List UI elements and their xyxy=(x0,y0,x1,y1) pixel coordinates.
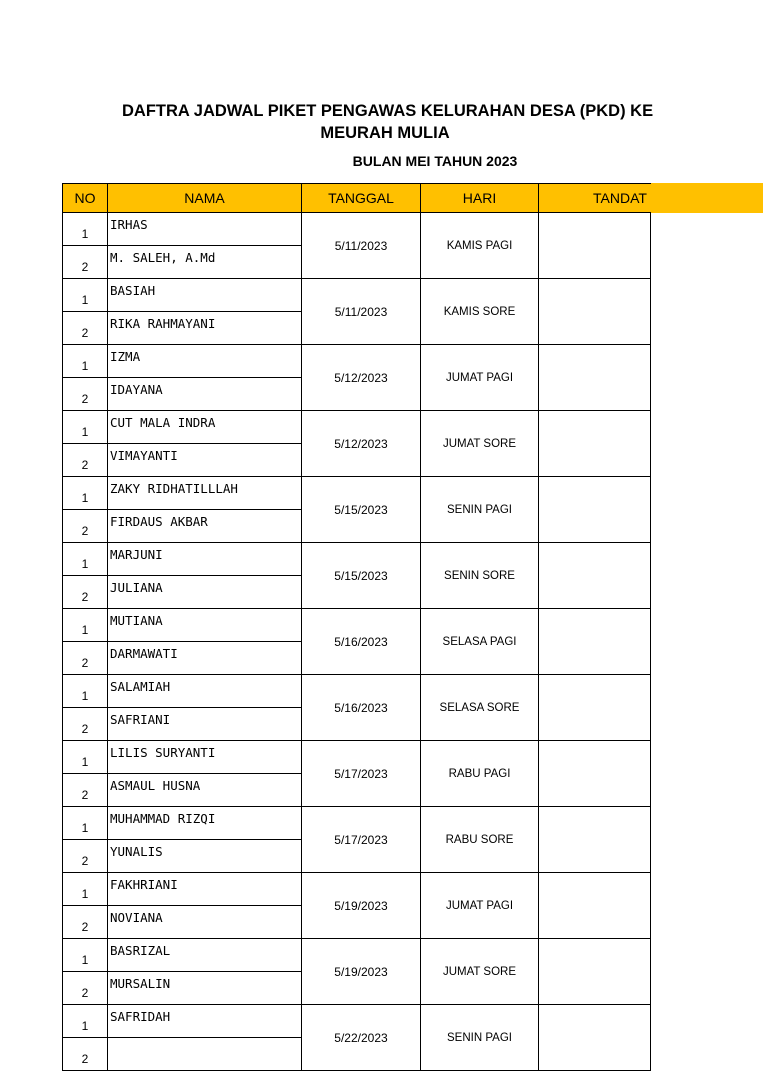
tandatangan-cell xyxy=(539,873,651,939)
tanggal-cell: 5/16/2023 xyxy=(302,609,421,675)
nama-cell: SALAMIAH xyxy=(108,675,302,708)
tandatangan-cell xyxy=(539,741,651,807)
tandatangan-cell xyxy=(539,543,651,609)
extension-cell xyxy=(651,873,763,939)
tandatangan-cell xyxy=(539,279,651,345)
nama-cell: IDAYANA xyxy=(108,378,302,411)
extension-cell xyxy=(651,279,763,345)
title-line-1: DAFTRA JADWAL PIKET PENGAWAS KELURAHAN DESA (PKD) KE xyxy=(122,102,654,120)
table-row xyxy=(63,213,763,246)
row-number: 2 xyxy=(63,642,108,675)
nama-cell: M. SALEH, A.Md xyxy=(108,246,302,279)
nama-cell: RIKA RAHMAYANI xyxy=(108,312,302,345)
nama-cell: FIRDAUS AKBAR xyxy=(108,510,302,543)
nama-cell: NOVIANA xyxy=(108,906,302,939)
schedule-table xyxy=(62,183,763,1071)
nama-cell: CUT MALA INDRA xyxy=(108,411,302,444)
row-number: 2 xyxy=(63,246,108,279)
hari-cell: KAMIS PAGI xyxy=(421,213,539,279)
row-number: 2 xyxy=(63,906,108,939)
nama-cell: MUTIANA xyxy=(108,609,302,642)
row-number: 1 xyxy=(63,213,108,246)
tandatangan-cell xyxy=(539,213,651,279)
extension-cell xyxy=(651,213,763,279)
header-extension xyxy=(651,184,763,213)
hari-cell: SENIN PAGI xyxy=(421,477,539,543)
header-no: NO xyxy=(63,184,108,213)
table-row xyxy=(63,609,763,642)
row-number: 1 xyxy=(63,609,108,642)
extension-cell xyxy=(651,477,763,543)
extension-cell xyxy=(651,345,763,411)
tandatangan-cell xyxy=(539,1005,651,1071)
tanggal-cell: 5/19/2023 xyxy=(302,873,421,939)
row-number: 2 xyxy=(63,444,108,477)
hari-cell: SELASA SORE xyxy=(421,675,539,741)
table-row xyxy=(63,345,763,378)
nama-cell: JULIANA xyxy=(108,576,302,609)
extension-cell xyxy=(651,939,763,1005)
schedule-table-viewport xyxy=(62,183,762,1066)
row-number: 2 xyxy=(63,1038,108,1071)
row-number: 1 xyxy=(63,345,108,378)
row-number: 1 xyxy=(63,543,108,576)
table-row xyxy=(63,873,763,906)
document-subtitle: BULAN MEI TAHUN 2023 xyxy=(352,153,518,169)
hari-cell: SENIN PAGI xyxy=(421,1005,539,1071)
nama-cell: ZAKY RIDHATILLLAH xyxy=(108,477,302,510)
nama-cell: MARJUNI xyxy=(108,543,302,576)
row-number: 1 xyxy=(63,279,108,312)
table-row xyxy=(63,543,763,576)
tandatangan-cell xyxy=(539,477,651,543)
nama-cell xyxy=(108,1038,302,1071)
row-number: 2 xyxy=(63,972,108,1005)
nama-cell: SAFRIANI xyxy=(108,708,302,741)
row-number: 2 xyxy=(63,510,108,543)
row-number: 2 xyxy=(63,840,108,873)
hari-cell: JUMAT PAGI xyxy=(421,345,539,411)
table-row xyxy=(63,939,763,972)
row-number: 1 xyxy=(63,741,108,774)
nama-cell: BASRIZAL xyxy=(108,939,302,972)
table-row xyxy=(63,807,763,840)
header-hari: HARI xyxy=(421,184,539,213)
hari-cell: KAMIS SORE xyxy=(421,279,539,345)
table-row xyxy=(63,675,763,708)
nama-cell: IZMA xyxy=(108,345,302,378)
row-number: 1 xyxy=(63,807,108,840)
table-row xyxy=(63,279,763,312)
hari-cell: SELASA PAGI xyxy=(421,609,539,675)
row-number: 1 xyxy=(63,1005,108,1038)
table-row xyxy=(63,741,763,774)
row-number: 2 xyxy=(63,708,108,741)
tandatangan-cell xyxy=(539,675,651,741)
extension-cell xyxy=(651,807,763,873)
tanggal-cell: 5/17/2023 xyxy=(302,741,421,807)
row-number: 2 xyxy=(63,378,108,411)
tanggal-cell: 5/12/2023 xyxy=(302,345,421,411)
header-tanggal: TANGGAL xyxy=(302,184,421,213)
hari-cell: JUMAT SORE xyxy=(421,411,539,477)
tandatangan-cell xyxy=(539,807,651,873)
tanggal-cell: 5/15/2023 xyxy=(302,477,421,543)
row-number: 1 xyxy=(63,675,108,708)
hari-cell: JUMAT SORE xyxy=(421,939,539,1005)
nama-cell: LILIS SURYANTI xyxy=(108,741,302,774)
row-number: 2 xyxy=(63,312,108,345)
tanggal-cell: 5/12/2023 xyxy=(302,411,421,477)
nama-cell: BASIAH xyxy=(108,279,302,312)
nama-cell: ASMAUL HUSNA xyxy=(108,774,302,807)
row-number: 1 xyxy=(63,873,108,906)
table-header-row xyxy=(63,184,763,213)
tanggal-cell: 5/19/2023 xyxy=(302,939,421,1005)
tanggal-cell: 5/17/2023 xyxy=(302,807,421,873)
hari-cell: JUMAT PAGI xyxy=(421,873,539,939)
row-number: 1 xyxy=(63,939,108,972)
row-number: 1 xyxy=(63,477,108,510)
nama-cell: MURSALIN xyxy=(108,972,302,1005)
extension-cell xyxy=(651,675,763,741)
table-row xyxy=(63,1005,763,1038)
table-row xyxy=(63,411,763,444)
tanggal-cell: 5/16/2023 xyxy=(302,675,421,741)
tandatangan-cell xyxy=(539,411,651,477)
nama-cell: FAKHRIANI xyxy=(108,873,302,906)
tandatangan-cell xyxy=(539,609,651,675)
extension-cell xyxy=(651,411,763,477)
hari-cell: RABU SORE xyxy=(421,807,539,873)
extension-cell xyxy=(651,741,763,807)
tandatangan-cell xyxy=(539,345,651,411)
nama-cell: VIMAYANTI xyxy=(108,444,302,477)
header-tandatangan: TANDAT xyxy=(539,184,651,213)
tanggal-cell: 5/11/2023 xyxy=(302,213,421,279)
table-row xyxy=(63,477,763,510)
row-number: 2 xyxy=(63,576,108,609)
tandatangan-cell xyxy=(539,939,651,1005)
hari-cell: RABU PAGI xyxy=(421,741,539,807)
hari-cell: SENIN SORE xyxy=(421,543,539,609)
nama-cell: DARMAWATI xyxy=(108,642,302,675)
title-line-2: MEURAH MULIA xyxy=(320,124,450,142)
nama-cell: MUHAMMAD RIZQI xyxy=(108,807,302,840)
extension-cell xyxy=(651,609,763,675)
extension-cell xyxy=(651,543,763,609)
extension-cell xyxy=(651,1005,763,1071)
tanggal-cell: 5/11/2023 xyxy=(302,279,421,345)
nama-cell: YUNALIS xyxy=(108,840,302,873)
header-nama: NAMA xyxy=(108,184,302,213)
document-title xyxy=(60,100,710,144)
schedule-body xyxy=(63,213,763,1071)
nama-cell: IRHAS xyxy=(108,213,302,246)
nama-cell: SAFRIDAH xyxy=(108,1005,302,1038)
row-number: 2 xyxy=(63,774,108,807)
row-number: 1 xyxy=(63,411,108,444)
tanggal-cell: 5/22/2023 xyxy=(302,1005,421,1071)
tanggal-cell: 5/15/2023 xyxy=(302,543,421,609)
